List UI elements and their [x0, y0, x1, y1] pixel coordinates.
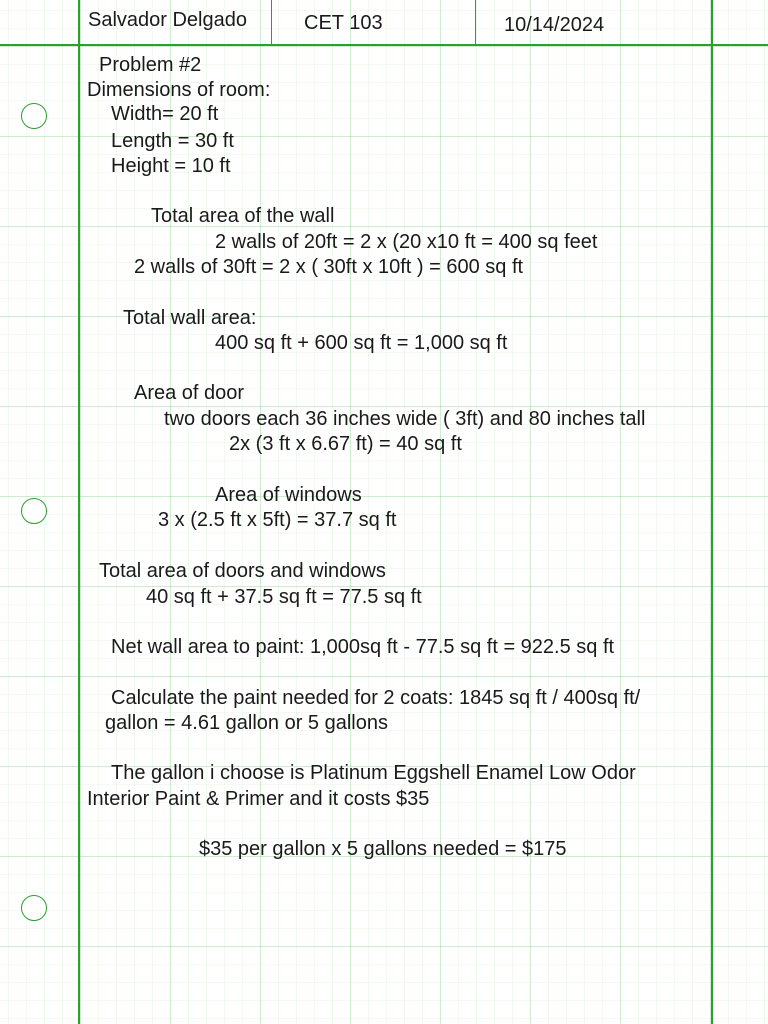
course-code: CET 103 [304, 12, 383, 34]
header-rule [0, 44, 768, 46]
paint-needed-line-2: gallon = 4.61 gallon or 5 gallons [105, 712, 388, 734]
width-line: Width= 20 ft [111, 103, 219, 125]
walls-20ft-line: 2 walls of 20ft = 2 x (20 x10 ft = 400 sq feet [215, 231, 598, 253]
binder-hole-middle [21, 498, 47, 524]
paint-choice-line-2: Interior Paint & Primer and it costs $35 [87, 788, 430, 810]
total-wall-area-heading: Total wall area: [123, 307, 257, 329]
header-divider-1 [271, 0, 272, 45]
paint-needed-line-1: Calculate the paint needed for 2 coats: 1845 sq ft / 400sq ft/ [111, 687, 641, 709]
binder-hole-top [21, 103, 47, 129]
date: 10/14/2024 [504, 14, 605, 36]
left-margin-line [78, 0, 80, 1024]
dimensions-heading: Dimensions of room: [87, 79, 271, 101]
student-name: Salvador Delgado [88, 9, 247, 31]
window-area-heading: Area of windows [215, 484, 362, 506]
walls-30ft-line: 2 walls of 30ft = 2 x ( 30ft x 10ft ) = 600 sq ft [134, 256, 524, 278]
door-description-line: two doors each 36 inches wide ( 3ft) and 80 inches tall [164, 408, 646, 430]
door-area-heading: Area of door [134, 382, 245, 404]
paint-choice-line-1: The gallon i choose is Platinum Eggshell Enamel Low Odor [111, 762, 636, 784]
wall-area-heading: Total area of the wall [151, 205, 335, 227]
length-line: Length = 30 ft [111, 130, 234, 152]
problem-title: Problem #2 [99, 54, 202, 76]
height-line: Height = 10 ft [111, 155, 231, 177]
doors-windows-total-line: 40 sq ft + 37.5 sq ft = 77.5 sq ft [146, 586, 422, 608]
window-area-line: 3 x (2.5 ft x 5ft) = 37.7 sq ft [158, 509, 397, 531]
doors-windows-heading: Total area of doors and windows [99, 560, 386, 582]
total-cost-line: $35 per gallon x 5 gallons needed = $175 [199, 838, 567, 860]
door-area-line: 2x (3 ft x 6.67 ft) = 40 sq ft [229, 433, 462, 455]
header-divider-2 [475, 0, 476, 45]
right-margin-line [711, 0, 713, 1024]
net-wall-area-line: Net wall area to paint: 1,000sq ft - 77.5 sq ft = 922.5 sq ft [111, 636, 615, 658]
binder-hole-bottom [21, 895, 47, 921]
total-wall-area-line: 400 sq ft + 600 sq ft = 1,000 sq ft [215, 332, 508, 354]
